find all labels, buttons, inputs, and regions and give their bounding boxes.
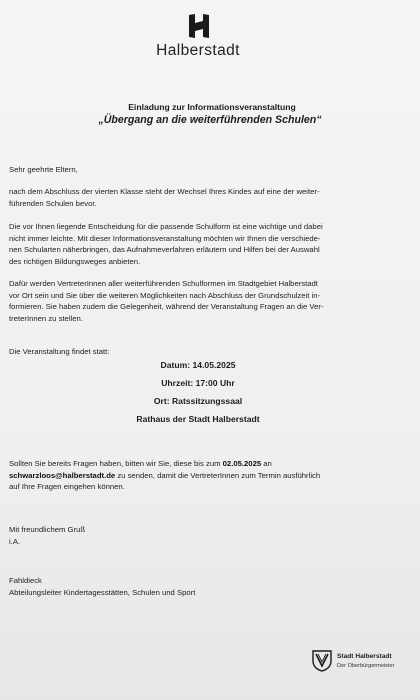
closing: Mit freundlichem Gruß i.A. [9,525,86,546]
signer-title: Abteilungsleiter Kindertagesstätten, Schulen und Sport [9,587,196,597]
footer-org: Stadt Halberstadt [337,653,392,660]
paragraph-3: Dafür werden VertreterInnen aller weiterführenden Schulformen im Stadtgebiet Halberstadt vor Ort sein und Sie über die weiteren Möglichkeiten nach Abschluss der Grundschulzeit in- formieren. Sie haben zudem die Gelegenheit, während der Veranstaltung Fragen an die Ver- treterInnen zu stellen. [9,279,324,323]
event-place: Ort: Ratssitzungssaal [153,396,243,406]
signer-name: Fahldieck [9,576,42,585]
signer [9,575,389,598]
questions-paragraph: Sollten Sie bereits Fragen haben, bitten wir Sie, diese bis zum 02.05.2025 an schwarzloos@halberstadt.de zu senden, damit die VertreterInnen zum Termin ausführlich auf Ihre Fragen eingehen können. [9,459,321,492]
event-date: Datum: 14.05.2025 [160,360,236,370]
question-deadline: 02.05.2025 [222,459,262,468]
paragraph-1: nach dem Abschluss der vierten Klasse steht der Wechsel Ihres Kindes auf eine der weiter- führenden Schulen bevor. [9,187,320,208]
contact-email[interactable]: schwarzloos@halberstadt.de [9,470,116,480]
event-venue: Rathaus der Stadt Halberstadt [136,414,260,424]
event-time: Uhrzeit: 17:00 Uhr [161,378,235,388]
city-name: Halberstadt [156,42,240,59]
salutation: Sehr geehrte Eltern, [9,165,78,174]
invitation-title: Einladung zur Informationsveranstaltung [128,102,296,112]
halberstadt-h-logo-icon [189,14,209,38]
city-crest-icon [312,650,332,672]
topic-title: „Übergang an die weiterführenden Schulen“ [98,114,322,126]
event-intro: Die Veranstaltung findet statt: [9,347,110,356]
paragraph-2: Die vor Ihnen liegende Entscheidung für die passende Schulform ist eine wichtige und dabei nicht immer leichte. Mit dieser Informationsveranstaltung möchten wir Ihnen die verschiede- nen Schularten näherbringen, das Aufnahmeverfahren erläutern und Hilfen bei der Auswahl des richtigen Bildungsweges anbieten. [9,222,323,266]
footer-sub: Der Oberbürgermeister [337,663,395,669]
